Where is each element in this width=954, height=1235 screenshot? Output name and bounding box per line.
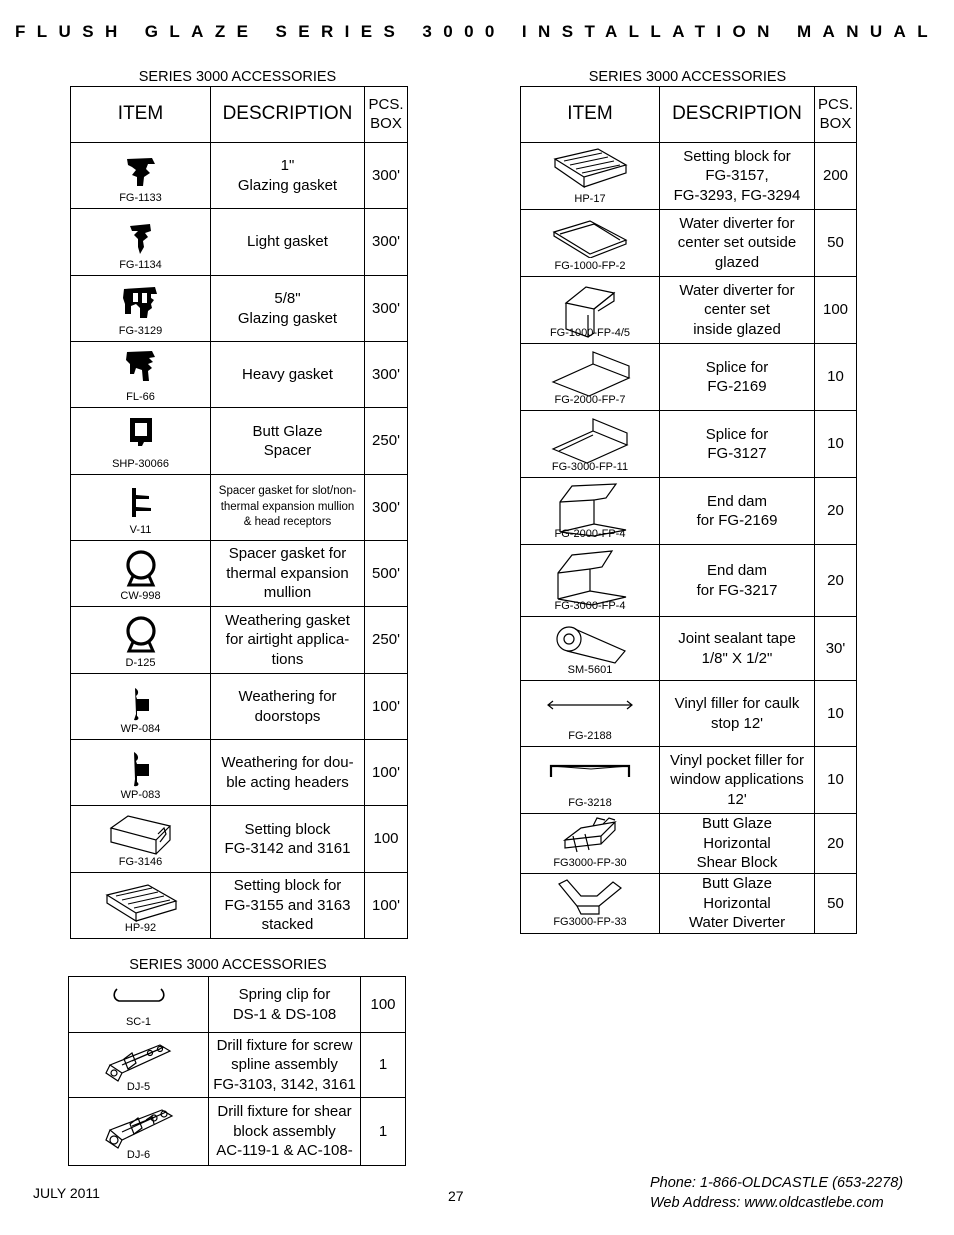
item-cell (521, 814, 660, 874)
pieces-per-box: 300' (365, 475, 408, 541)
item-code: FG3000-FP-30 (553, 856, 627, 869)
pieces-per-box: 20 (815, 814, 857, 874)
item-description (660, 344, 815, 411)
description-line: Spacer (263, 442, 312, 459)
description-header: DESCRIPTION (211, 87, 365, 143)
item-description (211, 276, 365, 342)
phone-text: Phone: 1-866-OLDCASTLE (653-2278) (650, 1175, 904, 1191)
item-cell (521, 681, 660, 747)
item-cell (71, 143, 211, 209)
description-line: 12' (727, 790, 747, 808)
description-line: Weathering for dou- (221, 754, 354, 771)
description-line: Shear Block (696, 854, 778, 872)
description-line: Setting block for (233, 877, 342, 895)
bottom-table-row (69, 1033, 406, 1098)
left-table-row (71, 541, 408, 607)
item-description (211, 143, 365, 209)
glazing-gasket-1in-icon (124, 155, 158, 196)
pieces-per-box: 1 (361, 1033, 406, 1098)
description-line: thermal expansion mullion (220, 500, 355, 513)
description-line: mullion (263, 584, 312, 602)
item-description (660, 617, 815, 681)
bottom-accessories-table (68, 976, 406, 1166)
description-line: stacked (261, 916, 314, 934)
pieces-per-box: 300' (365, 143, 408, 209)
item-description (660, 747, 815, 814)
description-line: Drill fixture for screw (216, 1036, 353, 1054)
item-code: CW-998 (120, 589, 161, 602)
item-cell (71, 475, 211, 541)
item-cell (71, 541, 211, 607)
item-description (209, 1033, 361, 1098)
pcs-box-header: PCS. BOX (365, 87, 408, 143)
pieces-per-box: 10 (815, 747, 857, 814)
item-cell (521, 874, 660, 934)
left-table-row (71, 475, 408, 541)
description-line: FG-3103, 3142, 3161 (213, 1075, 356, 1093)
description-line: Spacer gasket for (228, 545, 347, 563)
item-cell (71, 408, 211, 475)
item-cell (521, 210, 660, 277)
description-line: Heavy gasket (242, 365, 333, 383)
description-line: Butt Glaze (701, 875, 773, 892)
footer-date: JULY 2011 (33, 1185, 100, 1201)
item-description (660, 478, 815, 545)
item-code: FG-1000-FP-2 (554, 259, 626, 272)
vinyl-filler-caulk-icon (545, 697, 635, 718)
item-cell (71, 607, 211, 674)
item-header: ITEM (71, 87, 211, 143)
right-table-row (521, 545, 857, 617)
item-cell (521, 747, 660, 814)
item-code: SC-1 (125, 1015, 152, 1028)
description-line: glazed (714, 253, 760, 271)
right-table-row (521, 617, 857, 681)
description-line: center set outside (677, 234, 797, 252)
right-table-caption: SERIES 3000 ACCESSORIES (588, 69, 787, 85)
vinyl-pocket-filler-icon (545, 761, 635, 788)
pieces-per-box: 300' (365, 342, 408, 408)
pieces-per-box: 10 (815, 344, 857, 411)
item-description (211, 475, 365, 541)
description-line: End dam (706, 492, 768, 510)
bottom-table-row (69, 977, 406, 1033)
pcs-box-header: PCS. BOX (815, 87, 857, 143)
item-cell (71, 806, 211, 873)
pieces-per-box: 100 (365, 806, 408, 873)
right-table-row (521, 210, 857, 277)
description-line: Water Diverter (688, 914, 786, 931)
item-code: FG-3218 (568, 796, 612, 809)
item-cell (69, 977, 209, 1033)
description-line: Weathering for (238, 688, 337, 705)
pieces-per-box: 50 (815, 874, 857, 934)
description-line: 1/8" X 1/2" (701, 649, 773, 667)
item-code: FG-2188 (568, 729, 612, 742)
item-cell (71, 674, 211, 740)
description-line: Butt Glaze (701, 815, 773, 833)
item-code: FG-3146 (118, 855, 163, 868)
description-line: Vinyl pocket filler for (670, 751, 804, 769)
right-table-row (521, 411, 857, 478)
description-line: tions (271, 650, 304, 668)
item-code: SHP-30066 (112, 457, 169, 470)
item-code: D-125 (125, 656, 156, 669)
item-cell (521, 617, 660, 681)
description-line: block assembly (233, 1122, 336, 1140)
pieces-per-box: 100' (365, 740, 408, 806)
item-description (660, 411, 815, 478)
description-line: Butt Glaze (252, 422, 323, 440)
item-cell (521, 545, 660, 617)
item-code: FG-3129 (118, 324, 163, 337)
page-title: FLUSH GLAZE SERIES 3000 INSTALLATION MANUAL (14, 22, 940, 41)
right-table-row (521, 478, 857, 545)
page-number: 27 (448, 1188, 464, 1204)
item-description (209, 977, 361, 1033)
item-header: ITEM (521, 87, 660, 143)
pieces-per-box: 200 (815, 143, 857, 210)
item-code: FG-2000-FP-7 (554, 393, 626, 406)
web-address-text: Web Address: www.oldcastlebe.com (650, 1194, 884, 1211)
item-description (660, 210, 815, 277)
pieces-per-box: 10 (815, 681, 857, 747)
description-line: DS-1 & DS-108 (232, 1005, 337, 1023)
right-table-row (521, 874, 857, 934)
pieces-per-box: 50 (815, 210, 857, 277)
description-line: Setting block for (683, 147, 791, 165)
left-table-row (71, 209, 408, 276)
description-line: & head receptors (243, 516, 332, 529)
description-line: for airtight applica- (225, 631, 350, 649)
description-line: FG-3293, FG-3294 (673, 186, 801, 204)
item-cell (521, 344, 660, 411)
description-line: FG-2169 (707, 378, 767, 395)
item-description (211, 740, 365, 806)
description-line: FG-3157, (705, 167, 769, 185)
item-description (211, 674, 365, 740)
description-line: thermal expansion (226, 564, 349, 582)
item-description (211, 209, 365, 276)
bottom-table-caption: SERIES 3000 ACCESSORIES (129, 957, 327, 973)
left-table-row (71, 607, 408, 674)
pieces-per-box: 100' (365, 873, 408, 939)
item-cell (521, 478, 660, 545)
spring-clip-icon (111, 985, 167, 1012)
item-code: FG-1134 (119, 258, 162, 271)
item-description (211, 541, 365, 607)
description-line: Water diverter for (679, 281, 795, 299)
item-code: FG-3000-FP-11 (551, 460, 629, 473)
description-line: for FG-3217 (696, 581, 778, 599)
item-code: HP-17 (574, 192, 606, 205)
description-line: Spacer gasket for slot/non- (218, 485, 357, 498)
item-cell (71, 873, 211, 939)
setting-block-hp17-icon (552, 147, 628, 198)
pieces-per-box: 500' (365, 541, 408, 607)
pieces-per-box: 250' (365, 408, 408, 475)
item-code: HP-92 (124, 921, 157, 934)
left-table-caption: SERIES 3000 ACCESSORIES (138, 69, 337, 85)
description-line: Horizontal (703, 834, 771, 852)
pieces-per-box: 100 (815, 277, 857, 344)
item-description (660, 814, 815, 874)
description-line: Glazing gasket (237, 309, 338, 327)
right-table-row (521, 143, 857, 210)
item-code: FG-1000-FP-4/5 (549, 326, 631, 339)
description-line: inside glazed (693, 320, 781, 338)
left-table-row (71, 873, 408, 939)
description-line: Light gasket (247, 233, 328, 251)
item-code: DJ-5 (126, 1080, 151, 1093)
pieces-per-box: 100 (361, 977, 406, 1033)
left-table-row (71, 674, 408, 740)
item-code: WP-084 (120, 722, 161, 735)
item-description (660, 874, 815, 934)
item-description (211, 408, 365, 475)
item-description (660, 681, 815, 747)
description-line: FG-3155 and 3163 (224, 896, 351, 914)
description-line: Joint sealant tape (678, 630, 796, 647)
pieces-per-box: 30' (815, 617, 857, 681)
heavy-gasket-icon (124, 348, 158, 391)
item-cell (69, 1033, 209, 1098)
left-table-row (71, 143, 408, 209)
description-line: doorstops (254, 707, 321, 725)
pieces-per-box: 100' (365, 674, 408, 740)
description-line: FG-3142 and 3161 (224, 840, 351, 857)
pieces-per-box: 20 (815, 478, 857, 545)
item-cell (521, 411, 660, 478)
item-cell (71, 740, 211, 806)
description-line: 5/8" (274, 290, 301, 307)
item-code: DJ-6 (126, 1148, 151, 1161)
item-description (660, 143, 815, 210)
bottom-table-row (69, 1098, 406, 1166)
left-table-row (71, 806, 408, 873)
description-line: ble acting headers (226, 773, 349, 791)
item-description (660, 277, 815, 344)
description-line: Glazing gasket (237, 176, 338, 194)
item-description (211, 806, 365, 873)
right-table-row (521, 681, 857, 747)
item-cell (71, 276, 211, 342)
description-line: Water diverter for (679, 214, 795, 232)
description-line: spline assembly (231, 1056, 338, 1074)
glazing-gasket-5-8-icon (121, 284, 161, 329)
item-cell (521, 277, 660, 344)
right-table-row (521, 344, 857, 411)
description-line: Setting block (244, 820, 331, 838)
spacer-gasket-v11-icon (127, 485, 155, 526)
pieces-per-box: 1 (361, 1098, 406, 1166)
item-code: FG-2000-FP-4 (554, 527, 626, 540)
item-code: FG3000-FP-33 (553, 916, 627, 929)
butt-glaze-spacer-icon (127, 416, 155, 455)
pieces-per-box: 300' (365, 276, 408, 342)
right-accessories-table (520, 86, 857, 934)
description-line: Spring clip for (238, 986, 331, 1003)
description-line: window applications (670, 771, 804, 789)
description-line: 1" (280, 157, 295, 174)
right-table-row (521, 277, 857, 344)
item-code: FL-66 (126, 390, 155, 403)
right-table-row (521, 747, 857, 814)
item-description (211, 342, 365, 408)
description-line: FG-3127 (707, 445, 767, 462)
item-cell (69, 1098, 209, 1166)
item-cell (71, 209, 211, 276)
item-code: SM-5601 (567, 663, 613, 676)
item-description (209, 1098, 361, 1166)
description-line: Weathering gasket (225, 611, 350, 629)
right-table-row (521, 814, 857, 874)
item-cell (521, 143, 660, 210)
item-description (211, 873, 365, 939)
item-code: FG-1133 (119, 191, 162, 204)
description-line: for FG-2169 (696, 512, 778, 529)
description-line: AC-119-1 & AC-108- (216, 1142, 353, 1160)
pieces-per-box: 300' (365, 209, 408, 276)
footer-contact (650, 1174, 903, 1213)
description-line: Splice for (705, 425, 769, 443)
pieces-per-box: 10 (815, 411, 857, 478)
item-description (211, 607, 365, 674)
pieces-per-box: 250' (365, 607, 408, 674)
left-table-row (71, 740, 408, 806)
left-table-row (71, 342, 408, 408)
pieces-per-box: 20 (815, 545, 857, 617)
description-line: Splice for (705, 358, 769, 376)
left-table-row (71, 276, 408, 342)
left-table-row (71, 408, 408, 475)
description-header: DESCRIPTION (660, 87, 815, 143)
description-line: Drill fixture for shear (217, 1103, 352, 1121)
item-cell (71, 342, 211, 408)
item-description (660, 545, 815, 617)
item-code: WP-083 (120, 788, 161, 801)
description-line: Vinyl filler for caulk (674, 695, 800, 712)
description-line: center set (704, 301, 770, 319)
description-line: stop 12' (710, 714, 764, 732)
item-code: FG-3000-FP-4 (554, 599, 626, 612)
description-line: Horizontal (703, 894, 771, 912)
left-accessories-table (70, 86, 408, 939)
description-line: End dam (706, 562, 768, 579)
item-code: V-11 (129, 523, 152, 536)
